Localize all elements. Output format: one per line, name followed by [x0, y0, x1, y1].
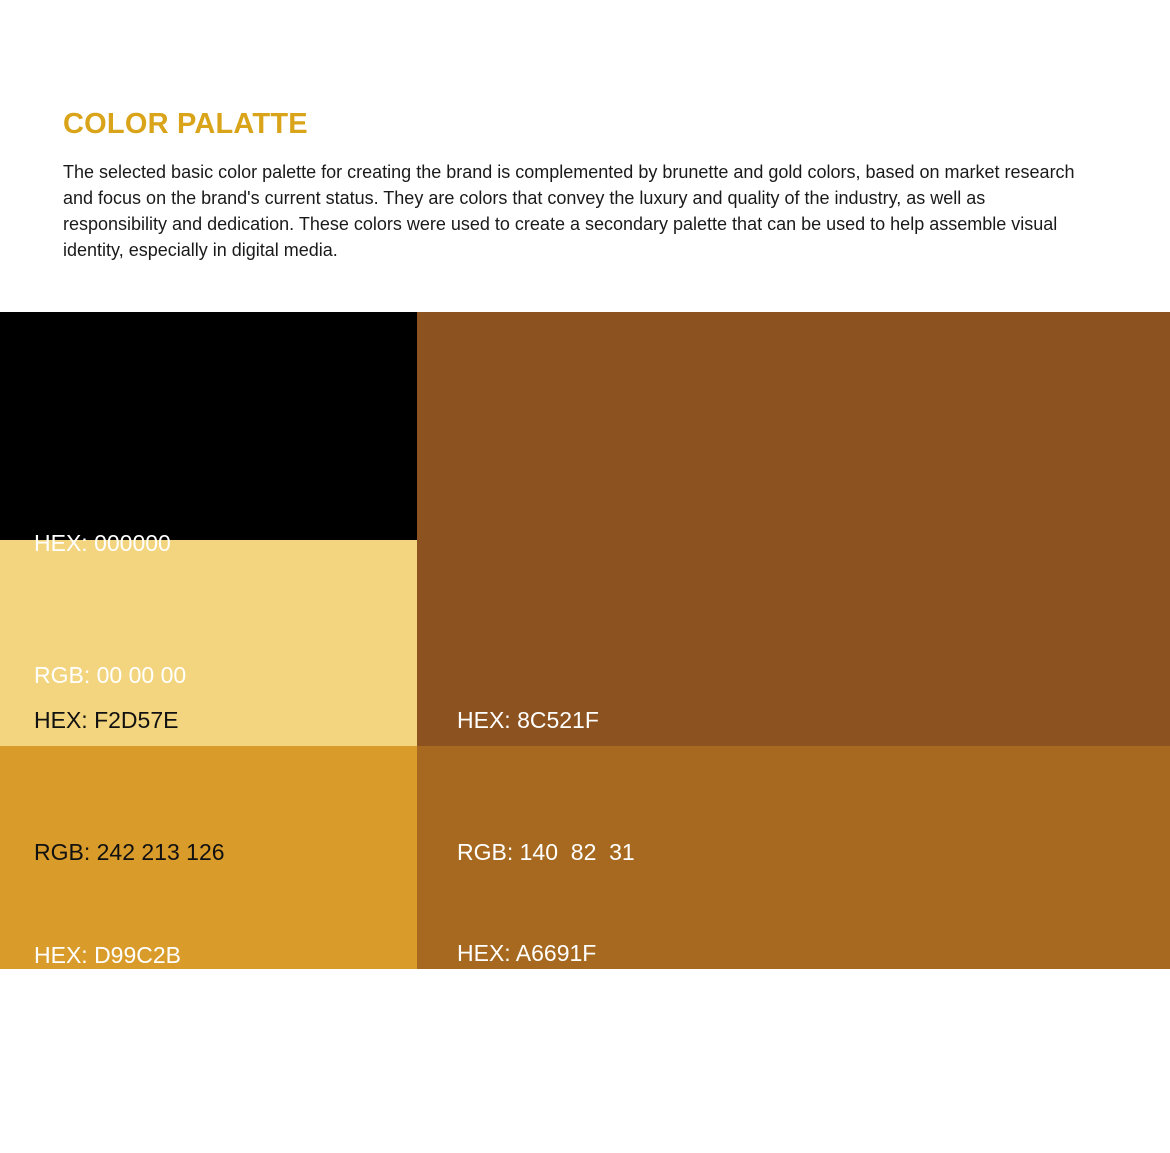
hex-value: HEX: F2D57E [34, 707, 179, 733]
rgb-value: RGB: 140 82 31 [457, 839, 635, 865]
intro-paragraph: The selected basic color palette for creating the brand is complemented by brunette and gold colors, based on market research and focus on the brand's current status. They are colors that convey the luxury and quality of the industry, as well as responsibility and dedication. These colors were used to create a secondary palette that can be used to help assemble visual identity, especially in digital media. [63, 162, 1075, 260]
hex-value: HEX: 8C521F [457, 707, 599, 733]
swatch-gold-label [34, 845, 212, 1153]
hex-value: HEX: A6691F [457, 940, 597, 966]
rgb-value: RGB: 217 156 43 [34, 1074, 212, 1100]
rgb-value: RGB: 242 213 126 [34, 839, 225, 865]
hex-value: HEX: D99C2B [34, 942, 182, 968]
hex-value: HEX: 000000 [34, 530, 171, 556]
rgb-value: RGB: 166 105 31 [457, 1072, 635, 1098]
rgb-value: RGB: 00 00 00 [34, 662, 187, 688]
swatch-bronze-label [457, 843, 635, 1151]
page-title: COLOR PALATTE [63, 108, 308, 140]
